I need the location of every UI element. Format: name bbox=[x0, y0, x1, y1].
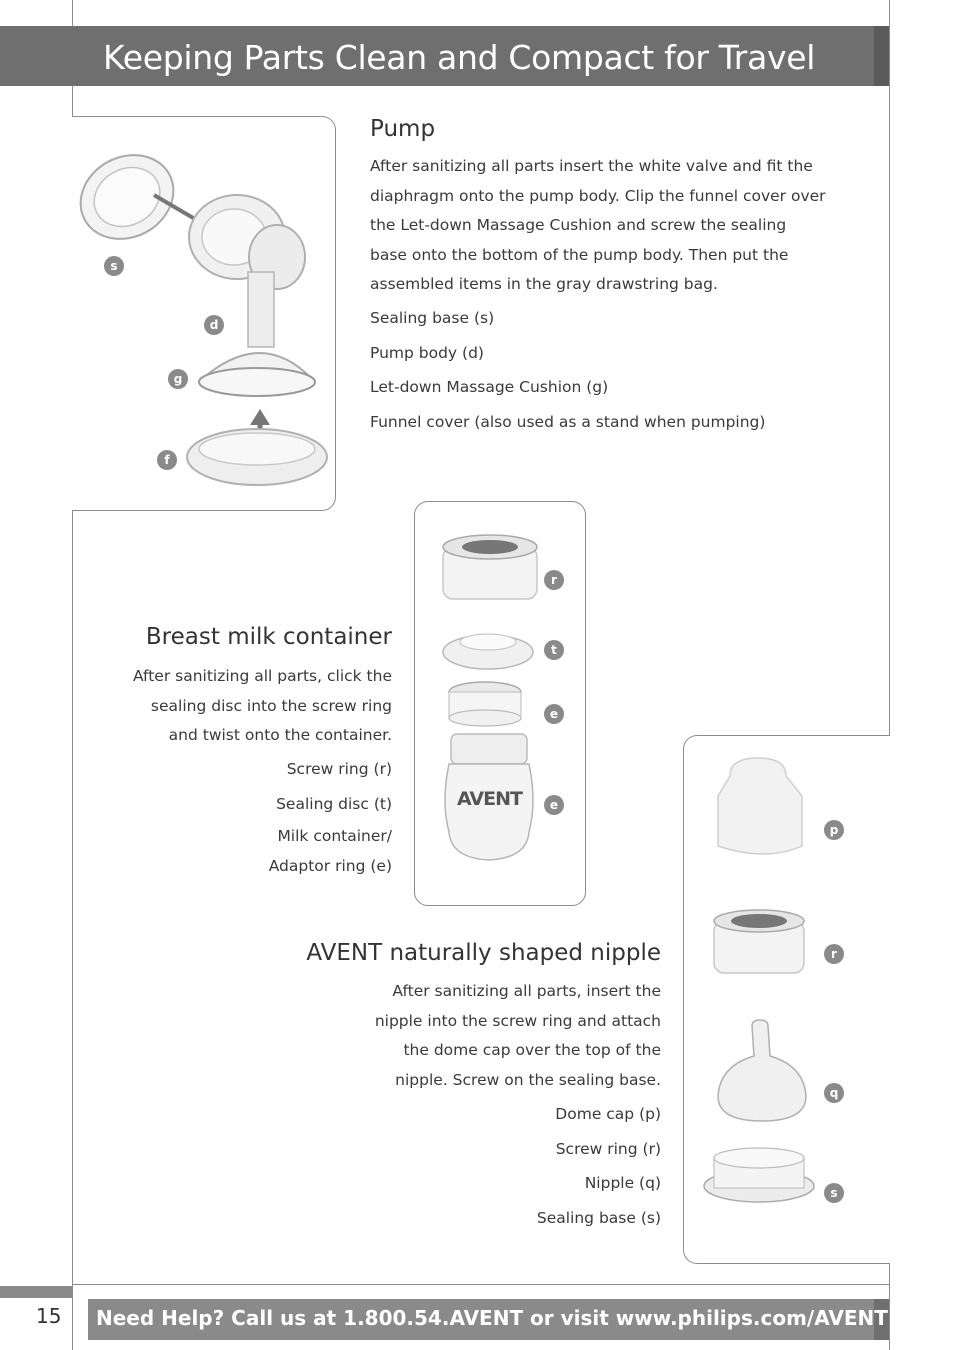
badge-p: p bbox=[824, 820, 844, 840]
pump-description-line: assembled items in the gray drawstring bag. bbox=[370, 275, 718, 293]
container-parts-illustration bbox=[415, 502, 585, 905]
container-description-line: and twist onto the container. bbox=[168, 726, 392, 744]
footer-rule bbox=[72, 1284, 890, 1285]
badge-g: g bbox=[168, 369, 188, 389]
pump-description-line: diaphragm onto the pump body. Clip the funnel cover over bbox=[370, 186, 826, 205]
nipple-part-item: Sealing base (s) bbox=[536, 1208, 661, 1227]
badge-s: s bbox=[824, 1183, 844, 1203]
nipple-part-item: Dome cap (p) bbox=[555, 1105, 661, 1123]
help-banner-text: Need Help? Call us at 1.800.54.AVENT or visit www.philips.com/AVENT bbox=[96, 1306, 888, 1330]
container-parts-list bbox=[100, 752, 392, 881]
container-description-line: sealing disc into the screw ring bbox=[150, 696, 392, 715]
badge-s: s bbox=[104, 256, 124, 276]
pump-assembly-illustration bbox=[72, 117, 335, 510]
nipple-part-item: Screw ring (r) bbox=[555, 1139, 661, 1158]
page-title: Keeping Parts Clean and Compact for Travel bbox=[103, 38, 816, 77]
avent-bottle-logo: AVENT bbox=[457, 788, 522, 810]
title-bar-cap bbox=[874, 26, 889, 86]
container-description bbox=[100, 662, 392, 751]
pump-part-item: Sealing base (s) bbox=[370, 309, 495, 327]
nipple-description-line: nipple into the screw ring and attach bbox=[374, 1011, 661, 1030]
badge-q: q bbox=[824, 1083, 844, 1103]
badge-r: r bbox=[824, 944, 844, 964]
pump-parts-list bbox=[370, 301, 850, 439]
badge-r: r bbox=[544, 570, 564, 590]
nipple-description bbox=[280, 977, 661, 1095]
badge-d: d bbox=[204, 315, 224, 335]
nipple-illustration-panel bbox=[683, 735, 890, 1264]
nipple-parts-illustration bbox=[684, 736, 890, 1263]
container-part-item: Milk container/ bbox=[277, 827, 392, 845]
container-part-item: Sealing disc (t) bbox=[276, 794, 392, 813]
nipple-heading: AVENT naturally shaped nipple bbox=[306, 940, 661, 966]
page-number-tab bbox=[0, 1286, 72, 1298]
nipple-description-line: After sanitizing all parts, insert the bbox=[392, 982, 661, 1000]
pump-description-line: base onto the bottom of the pump body. Then put the bbox=[370, 245, 789, 264]
page-number: 15 bbox=[36, 1304, 62, 1328]
container-description-line: After sanitizing all parts, click the bbox=[132, 667, 392, 685]
nipple-part-item: Nipple (q) bbox=[584, 1174, 661, 1192]
badge-f: f bbox=[157, 450, 177, 470]
pump-description bbox=[370, 152, 850, 300]
pump-illustration-panel bbox=[72, 116, 336, 511]
pump-part-item: Pump body (d) bbox=[370, 343, 484, 362]
nipple-description-line: the dome cap over the top of the bbox=[403, 1041, 661, 1059]
container-part-item: Adaptor ring (e) bbox=[268, 857, 392, 875]
nipple-parts-list bbox=[280, 1097, 661, 1235]
pump-description-line: After sanitizing all parts insert the white valve and fit the bbox=[370, 157, 813, 175]
container-heading: Breast milk container bbox=[145, 624, 392, 650]
container-part-item: Screw ring (r) bbox=[286, 760, 392, 778]
badge-e: e bbox=[544, 704, 564, 724]
nipple-description-line: nipple. Screw on the sealing base. bbox=[395, 1070, 661, 1089]
badge-t: t bbox=[544, 640, 564, 660]
pump-description-line: the Let-down Massage Cushion and screw the sealing bbox=[370, 216, 787, 234]
container-illustration-panel bbox=[414, 501, 586, 906]
badge-e: e bbox=[544, 795, 564, 815]
pump-part-item: Funnel cover (also used as a stand when pumping) bbox=[370, 412, 766, 431]
pump-heading: Pump bbox=[370, 116, 436, 142]
pump-part-item: Let-down Massage Cushion (g) bbox=[370, 378, 609, 396]
